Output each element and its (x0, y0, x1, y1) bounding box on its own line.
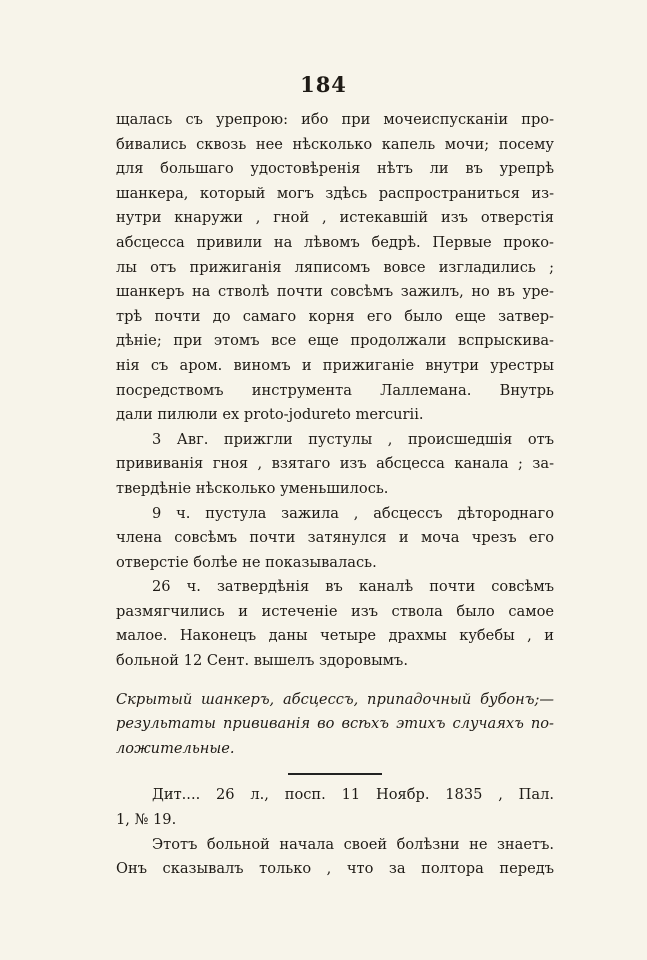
text-line: нія съ аром. виномъ и прижиганіе внутри урестры (116, 356, 554, 374)
text-line: 3 Авг. прижгли пустулы , происшедшія отъ (152, 430, 554, 448)
text-line: щалась съ урепрою: ибо при мочеиспусканіи про- (116, 111, 554, 128)
paragraph-3 (116, 502, 554, 576)
text-line: отверстіе болѣе не показывалась. (116, 553, 377, 571)
final-paragraph (116, 833, 554, 882)
case-header (116, 783, 554, 832)
spacer (116, 674, 554, 688)
text-line: 26 ч. затвердѣнія въ каналѣ почти совсѣмъ (152, 578, 554, 596)
text-line: малое. Наконецъ даны четыре драхмы кубебы , и (116, 627, 554, 645)
text-line: нутри кнаружи , гной , истекавшій изъ отверстія (116, 209, 554, 227)
text-line: размягчились и истеченіе изъ ствола было самое (116, 602, 554, 620)
paragraph-1 (116, 108, 554, 428)
text-line: дали пилюли ex proto-jodureto mercurii. (116, 406, 424, 424)
text-line: Скрытый шанкеръ, абсцессъ, припадочный бубонъ;— (116, 690, 554, 708)
text-line: больной 12 Сент. вышелъ здоровымъ. (116, 652, 408, 670)
text-line: Онъ сказывалъ только , что за полтора передъ (116, 860, 554, 878)
text-line: лы отъ прижиганія ляписомъ вовсе изгладились ; (116, 258, 554, 276)
text-line: ложительные. (116, 739, 235, 757)
text-line: 1, № 19. (116, 811, 177, 829)
paragraph-2 (116, 428, 554, 502)
text-line: дѣніе; при этомъ все еще продолжали вспрыскива- (116, 332, 554, 350)
text-line: твердѣніе нѣсколько уменьшилось. (116, 479, 389, 497)
text-line: шанкеръ на стволѣ почти совсѣмъ зажилъ, но въ уре- (116, 283, 554, 301)
text-line: трѣ почти до самаго корня его было еще затвер- (116, 307, 554, 325)
text-line: члена совсѣмъ почти затянулся и моча чрезъ его (116, 529, 554, 547)
text-line: шанкера, который могъ здѣсь распространиться из- (116, 184, 554, 202)
italic-heading (116, 688, 554, 762)
page-number: 184 (300, 72, 347, 97)
text-line: 9 ч. пустула зажила , абсцессъ дѣтороднаго (152, 504, 554, 522)
text-line: для большаго удостовѣренія нѣтъ ли въ урепрѣ (116, 160, 554, 178)
text-body (116, 108, 554, 882)
paragraph-4 (116, 575, 554, 673)
text-line: Этотъ больной начала своей болѣзни не знаетъ. (152, 835, 554, 853)
text-line: бивались сквозь нее нѣсколько капель мочи; посему (116, 135, 554, 153)
text-line: посредствомъ инструмента Лаллемана. Внутрь (116, 381, 554, 399)
text-line: абсцесса привили на лѣвомъ бедрѣ. Первые проко- (116, 233, 554, 251)
text-line: Дит.... 26 л., посп. 11 Ноябр. 1835 , Пал. (152, 786, 554, 804)
text-line: прививанія гноя , взятаго изъ абсцесса канала ; за- (116, 455, 554, 473)
text-line: результаты прививанія во всѣхъ этихъ случаяхъ по- (116, 715, 554, 733)
section-divider (288, 773, 382, 775)
